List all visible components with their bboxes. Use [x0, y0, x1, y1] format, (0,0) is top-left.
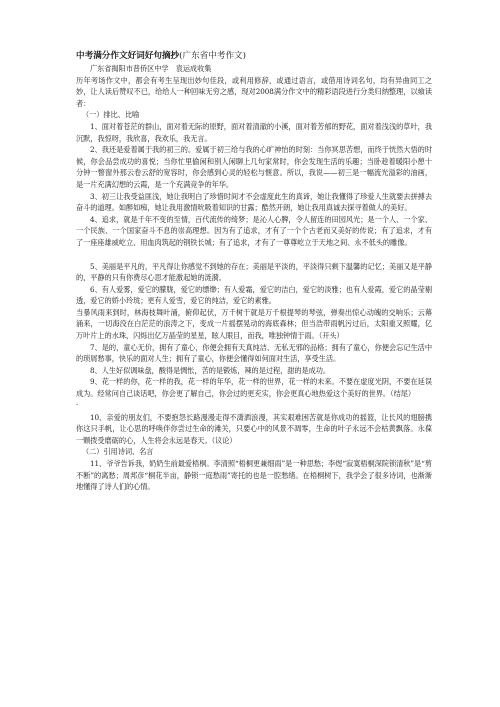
- section-heading-1: （一）排比、比喻: [82, 110, 140, 120]
- paragraph: 5、美丽是平凡的，平凡得让你感觉不到她的存在；美丽是平淡的，平淡得只剩下温馨的记忆；美丽又是平静的，平静的只有你费尽心思才能激起她的涟漪。: [76, 261, 432, 283]
- document-page: [76, 50, 432, 493]
- dot-mark: ·: [76, 400, 79, 409]
- paragraph: 当暴风雨来到时，林海枝舞叶涌，俯仰起伏，万千树干就是万千根提琴的琴弦，弹奏出惊心动魄的交响乐；云幕涌来，一切海没在白茫茫的浪涛之下，变成一片摇摆晃动的海底森林；但当浩带雨帆污过后，太阳重又照耀，亿万叶片上的水珠，闪烁出亿万晶莹的星星，眩人眼目，而我，唯独钟情于雨。（开头）: [76, 307, 432, 341]
- document-title: [76, 50, 432, 62]
- spacer: [76, 249, 432, 261]
- paragraph: 1、面对着苍茫的群山，面对着无际的原野，面对着清澈的小溪，面对着芳郁的野花，面对着浅浅的草叶，我沉默，我惊呀，我欣喜，我欢乐，我无言。: [76, 121, 432, 143]
- intro-paragraph: 历年考场作文中，都会有考生呈现出妙句佳段，或利用修辞，或通过语言，或借用诗词名句，均有异曲同工之妙，让人读后赞叹不已，给给人一种回味无穷之感，现对2008满分作文中的精彩语段进行分类归纳整理，以飨读者：: [76, 75, 432, 108]
- paragraph: 11、爷爷告诉我，奶奶生前最爱梧桐。李清照“梧桐更兼细雨”是一种思愁；李煜“寂寞梧桐深院锁清秋”是“剪不断”的离愁；周邦彦“桐花半亩，静锁一庭愁雨”寄托的也是一腔愁绪。在梧桐树下，我学会了很多诗词，也渐渐地懂得了诗人们的心情。: [76, 459, 432, 492]
- title-sub: (广东省中考作文): [179, 51, 247, 61]
- paragraph: 8、人生好似调味盘，酸得是惆怅，苦的是锻炼，辣的是过程，甜的是成功。: [90, 365, 331, 375]
- title-main: 中考满分作文好词好句摘抄: [76, 51, 180, 61]
- paragraph: 10、亲爱的朋友们，不要抱怨长路漫漫走得不潇洒浪漫，其实艰难困苦就是你成功的摇篮，让长风的翅膀携你这只手帆，让心思的呼唤伴你尝过生命的滩关，只要心中的风景不凋零，生命的叶子永远不会枯黄飘落。永葆一颗拨受磨砺的心，人生将会永远是春天。（议论）: [76, 412, 432, 445]
- paragraph: 3、初三让我受益匪浅，她让我明白了珍惜时间才不会虚度此生的真谛，她让我懂得了珍爱人生就要去拼搏去奋斗的道理。如醉如痴，她让我用激情吮吸着知识的甘露；酷然开朗，她让我用真诚去探寻着做人的美好。: [76, 191, 432, 213]
- paragraph: 6、有人爱雾，爱它的朦胧，爱它的缥缈；有人爱霜，爱它的洁白，爱它的淡雅；也有人爱霞，爱它的晶莹剔透，爱它的娇小玲珑；更有人爱雪，爱它的纯洁，爱它的素雅。: [76, 284, 432, 306]
- byline: 广东省揭阳市普侨区中学 袁运成收集: [90, 64, 212, 73]
- section-heading-2: （二）引用诗词、名言: [82, 447, 154, 457]
- paragraph: 2、我还是爱着属于我的初三的。爱属于初三给与我的心旷神怡的时刻：当你冥思苦想，而终于恍然大悟的时候，你会品尝成功的喜悦；当你忙里偷闲和别人闲聊上几句家常时，你会发现生活的乐趣；当卧趁着暖阳小憩十分钟一瞥窗外那云卷云舒的宽容时，你会感到心灵的轻松与惬意。所以，我说——初三是一幅流光溢彩的油画，是一片充满幻想的云霞，是一个充满竞争的年华。: [76, 145, 432, 189]
- paragraph: 7、是的，童心无价，拥有了童心，你便会拥有天真纯洁、无私无邪的品格；拥有了童心，你便会忘记生活中的琐屑愁事，快乐的面对人生；拥有了童心，你便会懂得如何面对生活，享受生活。: [76, 342, 432, 364]
- paragraph: 4、追求，就是千年不变的至情，百代流传的绮梦；是沁人心脾，令人留连的田园风光；是一个人、一个家、一个民族、一个国家奋斗不息的崇高理想。因为有了追求，才有了一个个古老而又美好的传说；有了追求，才有了一座座雄威屹立、用血肉筑起的钢铁长城；有了追求，才有了一尊尊屹立于天地之间、永不低头的雕像。: [76, 214, 432, 247]
- paragraph: 9、花一样的你，花一样的我，花一样的年华，花一样的世界，花一样的未来。不要在虚度光阴，不要在延误成为。经常问自己谈话吧，你会更了解自己，你会过的更充实，你会更真心地热爱这个美好的世界。（结尾）: [76, 377, 432, 399]
